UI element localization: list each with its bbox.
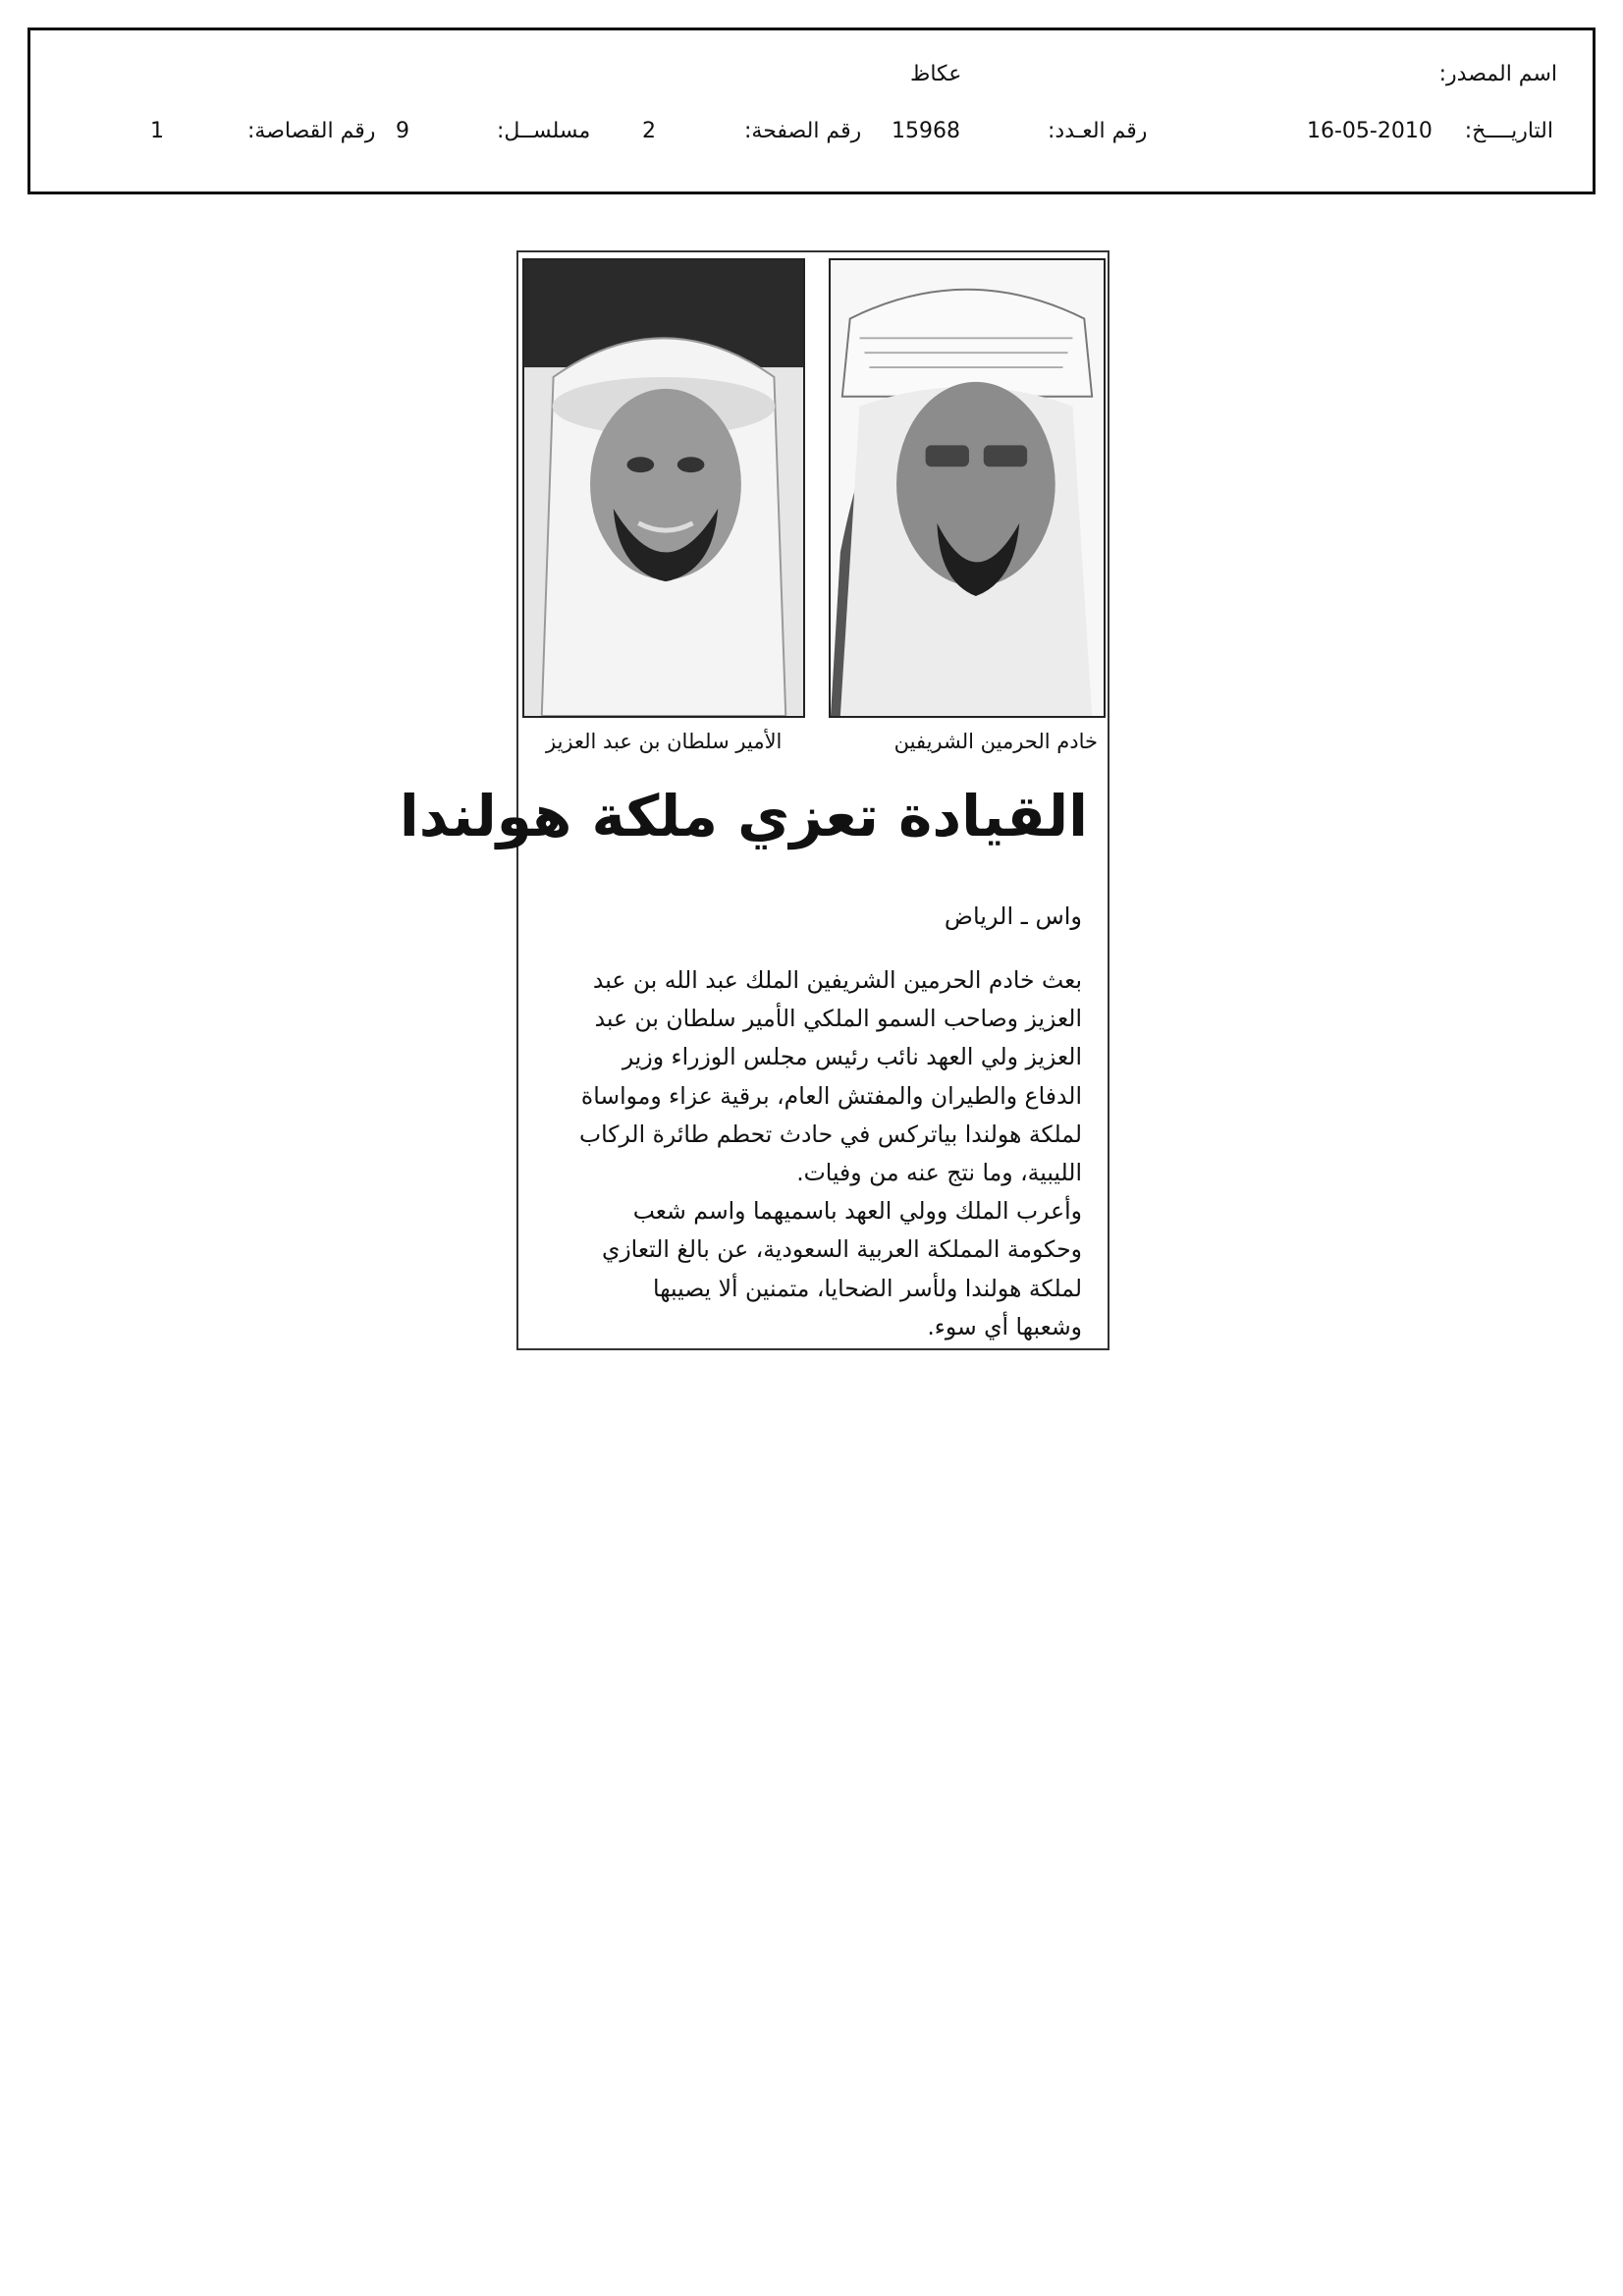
body-line: العزيز وصاحب السمو الملكي الأمير سلطان بن عبد (594, 1005, 1082, 1033)
prince-sultan-photo (522, 258, 805, 718)
body-line: الليبية، وما نتج عنه من وفيات. (796, 1159, 1082, 1187)
body-line: العزيز ولي العهد نائب رئيس مجلس الوزراء وزير (622, 1043, 1082, 1071)
issue-label: رقم العـدد: (1048, 119, 1148, 143)
body-line: الدفاع والطيران والمفتش العام، برقية عزاء ومواساة (580, 1081, 1082, 1110)
issue-value: 15968 (892, 119, 960, 143)
page-label: رقم الصفحة: (744, 119, 862, 143)
body-line: وأعرب الملك وولي العهد باسميهما واسم شعب (632, 1197, 1082, 1226)
dateline: واس ـ الرياض (944, 902, 1082, 930)
body-line: لملكة هولندا ولأسر الضحايا، متمنين ألا يصيبها (653, 1274, 1082, 1302)
clip-value: 1 (150, 119, 164, 143)
body-line: وحكومة المملكة العربية السعودية، عن بالغ التعازي (601, 1235, 1082, 1264)
date-value: 16-05-2010 (1307, 119, 1433, 143)
caption-king-abdullah: خادم الحرمين الشريفين (893, 730, 1098, 753)
serial-label: مسلســل: (497, 119, 591, 143)
caption-prince-sultan: الأمير سلطان بن عبد العزيز (546, 730, 783, 753)
source-label: اسم المصدر: (1438, 62, 1557, 86)
headline: القيادة تعزي ملكة هولندا (399, 783, 1088, 849)
newspaper-clipping (399, 250, 1109, 1350)
body-line: بعث خادم الحرمين الشريفين الملك عبد الله بن عبد (592, 966, 1082, 994)
source-value: عكاظ (910, 62, 962, 86)
serial-value: 9 (396, 119, 409, 143)
page-value: 2 (642, 119, 656, 143)
body-line: وشعبها أي سوء. (927, 1312, 1082, 1340)
date-label: التاريــــخ: (1464, 119, 1553, 143)
body-line: لملكة هولندا بياتركس في حادث تحطم طائرة الركاب (578, 1120, 1082, 1148)
metadata-box (27, 27, 1596, 194)
king-abdullah-photo (829, 258, 1106, 718)
clip-label: رقم القصاصة: (247, 119, 376, 143)
article-body (532, 961, 1082, 1346)
